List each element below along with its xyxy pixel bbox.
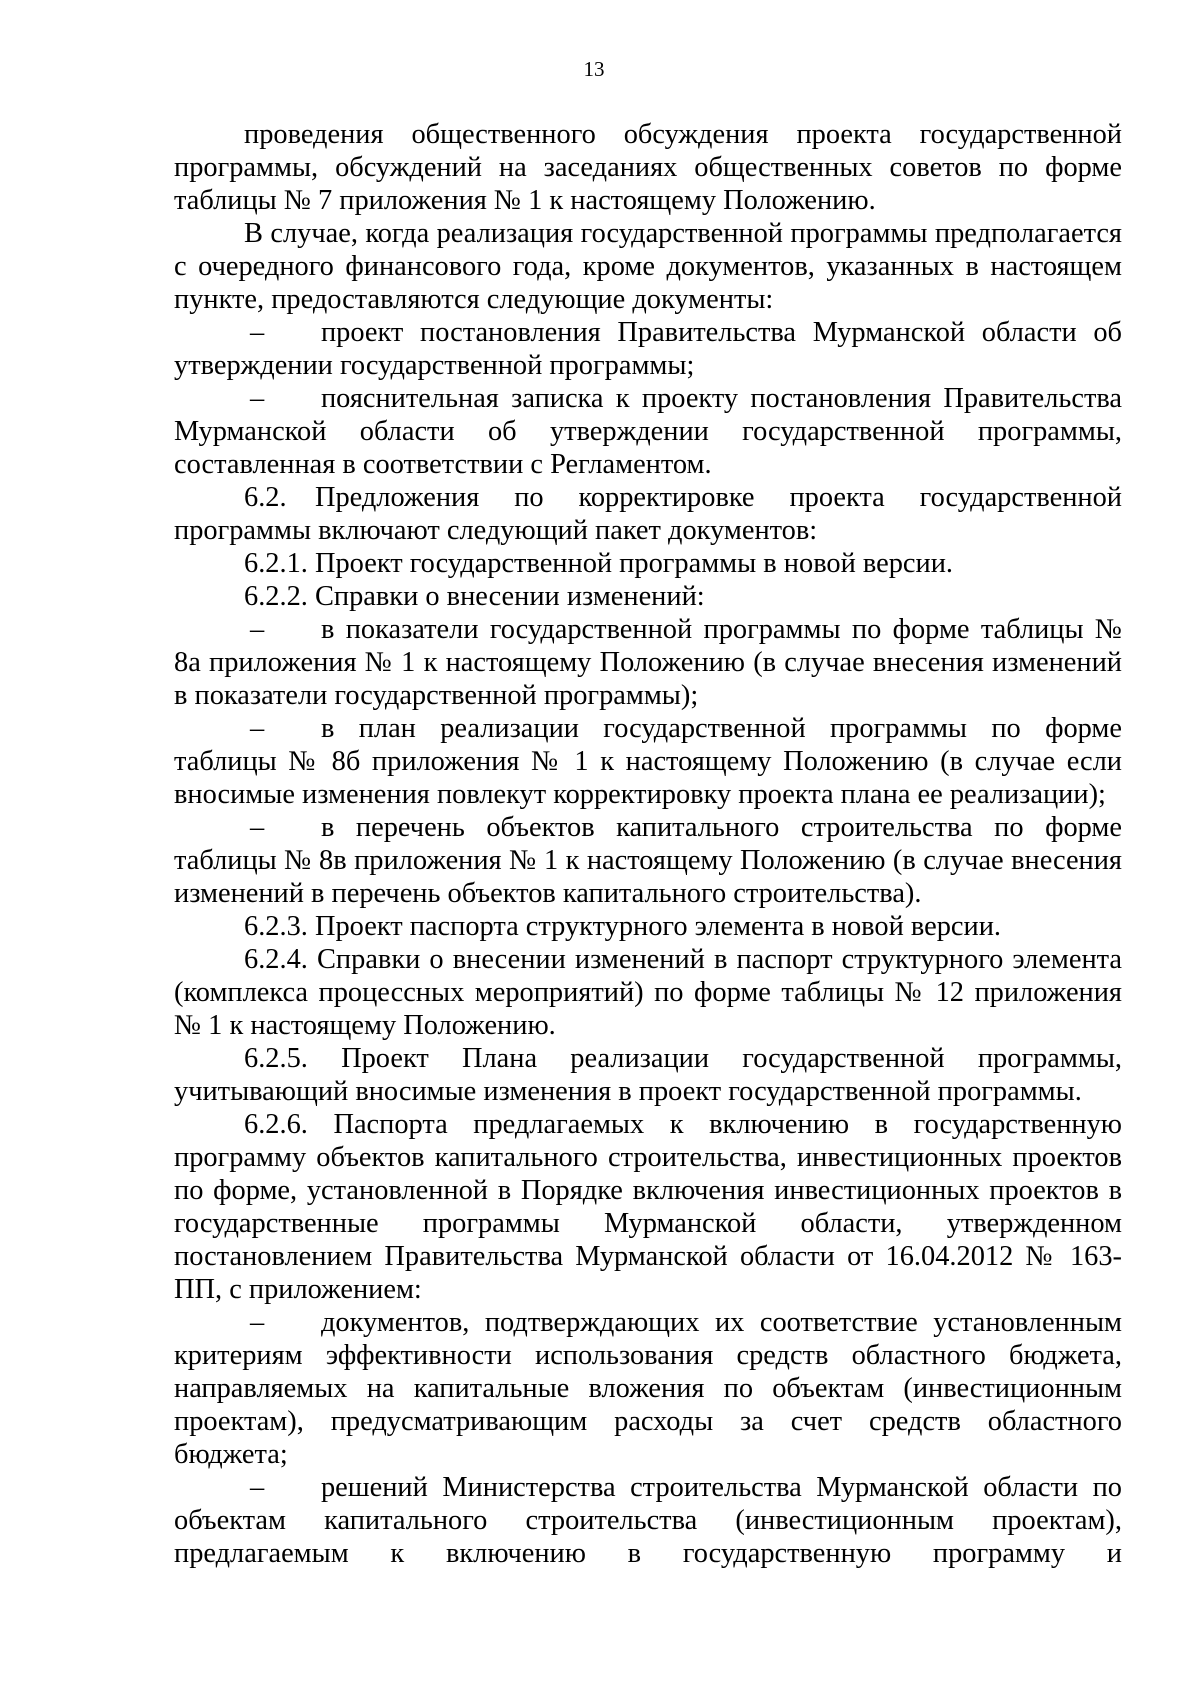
paragraph-6-2-6: 6.2.6. Паспорта предлагаемых к включению в государственную программу объектов капитального строительства, инвестиционных проектов по форме, установленной в Порядке включения инвестиционных проектов в государственные программы Мурманской области, утвержденном постановлением Правительства Мурманской области от 16.04.2012 № 163-ПП, с приложением: [174, 1109, 1122, 1305]
list-item-draft-resolution: – проект постановления Правительства Мурманской области об утверждении государственной программы; [174, 317, 1122, 381]
paragraph-6-2-5: 6.2.5. Проект Плана реализации государственной программы, учитывающий вносимые изменения в проект государственной программы. [174, 1043, 1122, 1107]
paragraph-continuation: проведения общественного обсуждения проекта государственной программы, обсуждений на заседаниях общественных советов по форме таблицы № 7 приложения № 1 к настоящему Положению. [174, 119, 1122, 216]
list-item-efficiency-documents: – документов, подтверждающих их соответствие установленным критериям эффективности использования средств областного бюджета, направляемых на капитальные вложения по объектам (инвестиционным проектам), предусматривающим расходы за счет средств областного бюджета; [174, 1307, 1122, 1470]
paragraph-6-2-4: 6.2.4. Справки о внесении изменений в паспорт структурного элемента (комплекса процессных мероприятий) по форме таблицы № 12 приложения № 1 к настоящему Положению. [174, 944, 1122, 1041]
paragraph-6-2-2: 6.2.2. Справки о внесении изменений: [244, 581, 705, 612]
list-item-ministry-decisions: – решений Министерства строительства Мурманской области по объектам капитального строительства (инвестиционным проектам), предлагаемым к включению в государственную программу и [174, 1472, 1122, 1569]
paragraph-new-program-case: В случае, когда реализация государственной программы предполагается с очередного финансового года, кроме документов, указанных в настоящем пункте, предоставляются следующие документы: [174, 218, 1122, 315]
list-item-capital-objects: – в перечень объектов капитального строительства по форме таблицы № 8в приложения № 1 к настоящему Положению (в случае внесения изменений в перечень объектов капитального строительства). [174, 812, 1122, 909]
paragraph-6-2-1: 6.2.1. Проект государственной программы в новой версии. [244, 548, 954, 579]
page-number: 13 [583, 57, 605, 81]
list-item-indicators: – в показатели государственной программы по форме таблицы № 8а приложения № 1 к настоящему Положению (в случае внесения изменений в показатели государственной программы); [174, 614, 1122, 711]
paragraph-6-2: 6.2. Предложения по корректировке проекта государственной программы включают следующий пакет документов: [174, 482, 1122, 546]
paragraph-6-2-3: 6.2.3. Проект паспорта структурного элемента в новой версии. [244, 911, 1001, 942]
list-item-explanatory-note: – пояснительная записка к проекту постановления Правительства Мурманской области об утверждении государственной программы, составленная в соответствии с Регламентом. [174, 383, 1122, 480]
list-item-implementation-plan: – в план реализации государственной программы по форме таблицы № 8б приложения № 1 к настоящему Положению (в случае если вносимые изменения повлекут корректировку проекта плана ее реализации); [174, 713, 1122, 810]
document-body [174, 118, 1122, 1570]
